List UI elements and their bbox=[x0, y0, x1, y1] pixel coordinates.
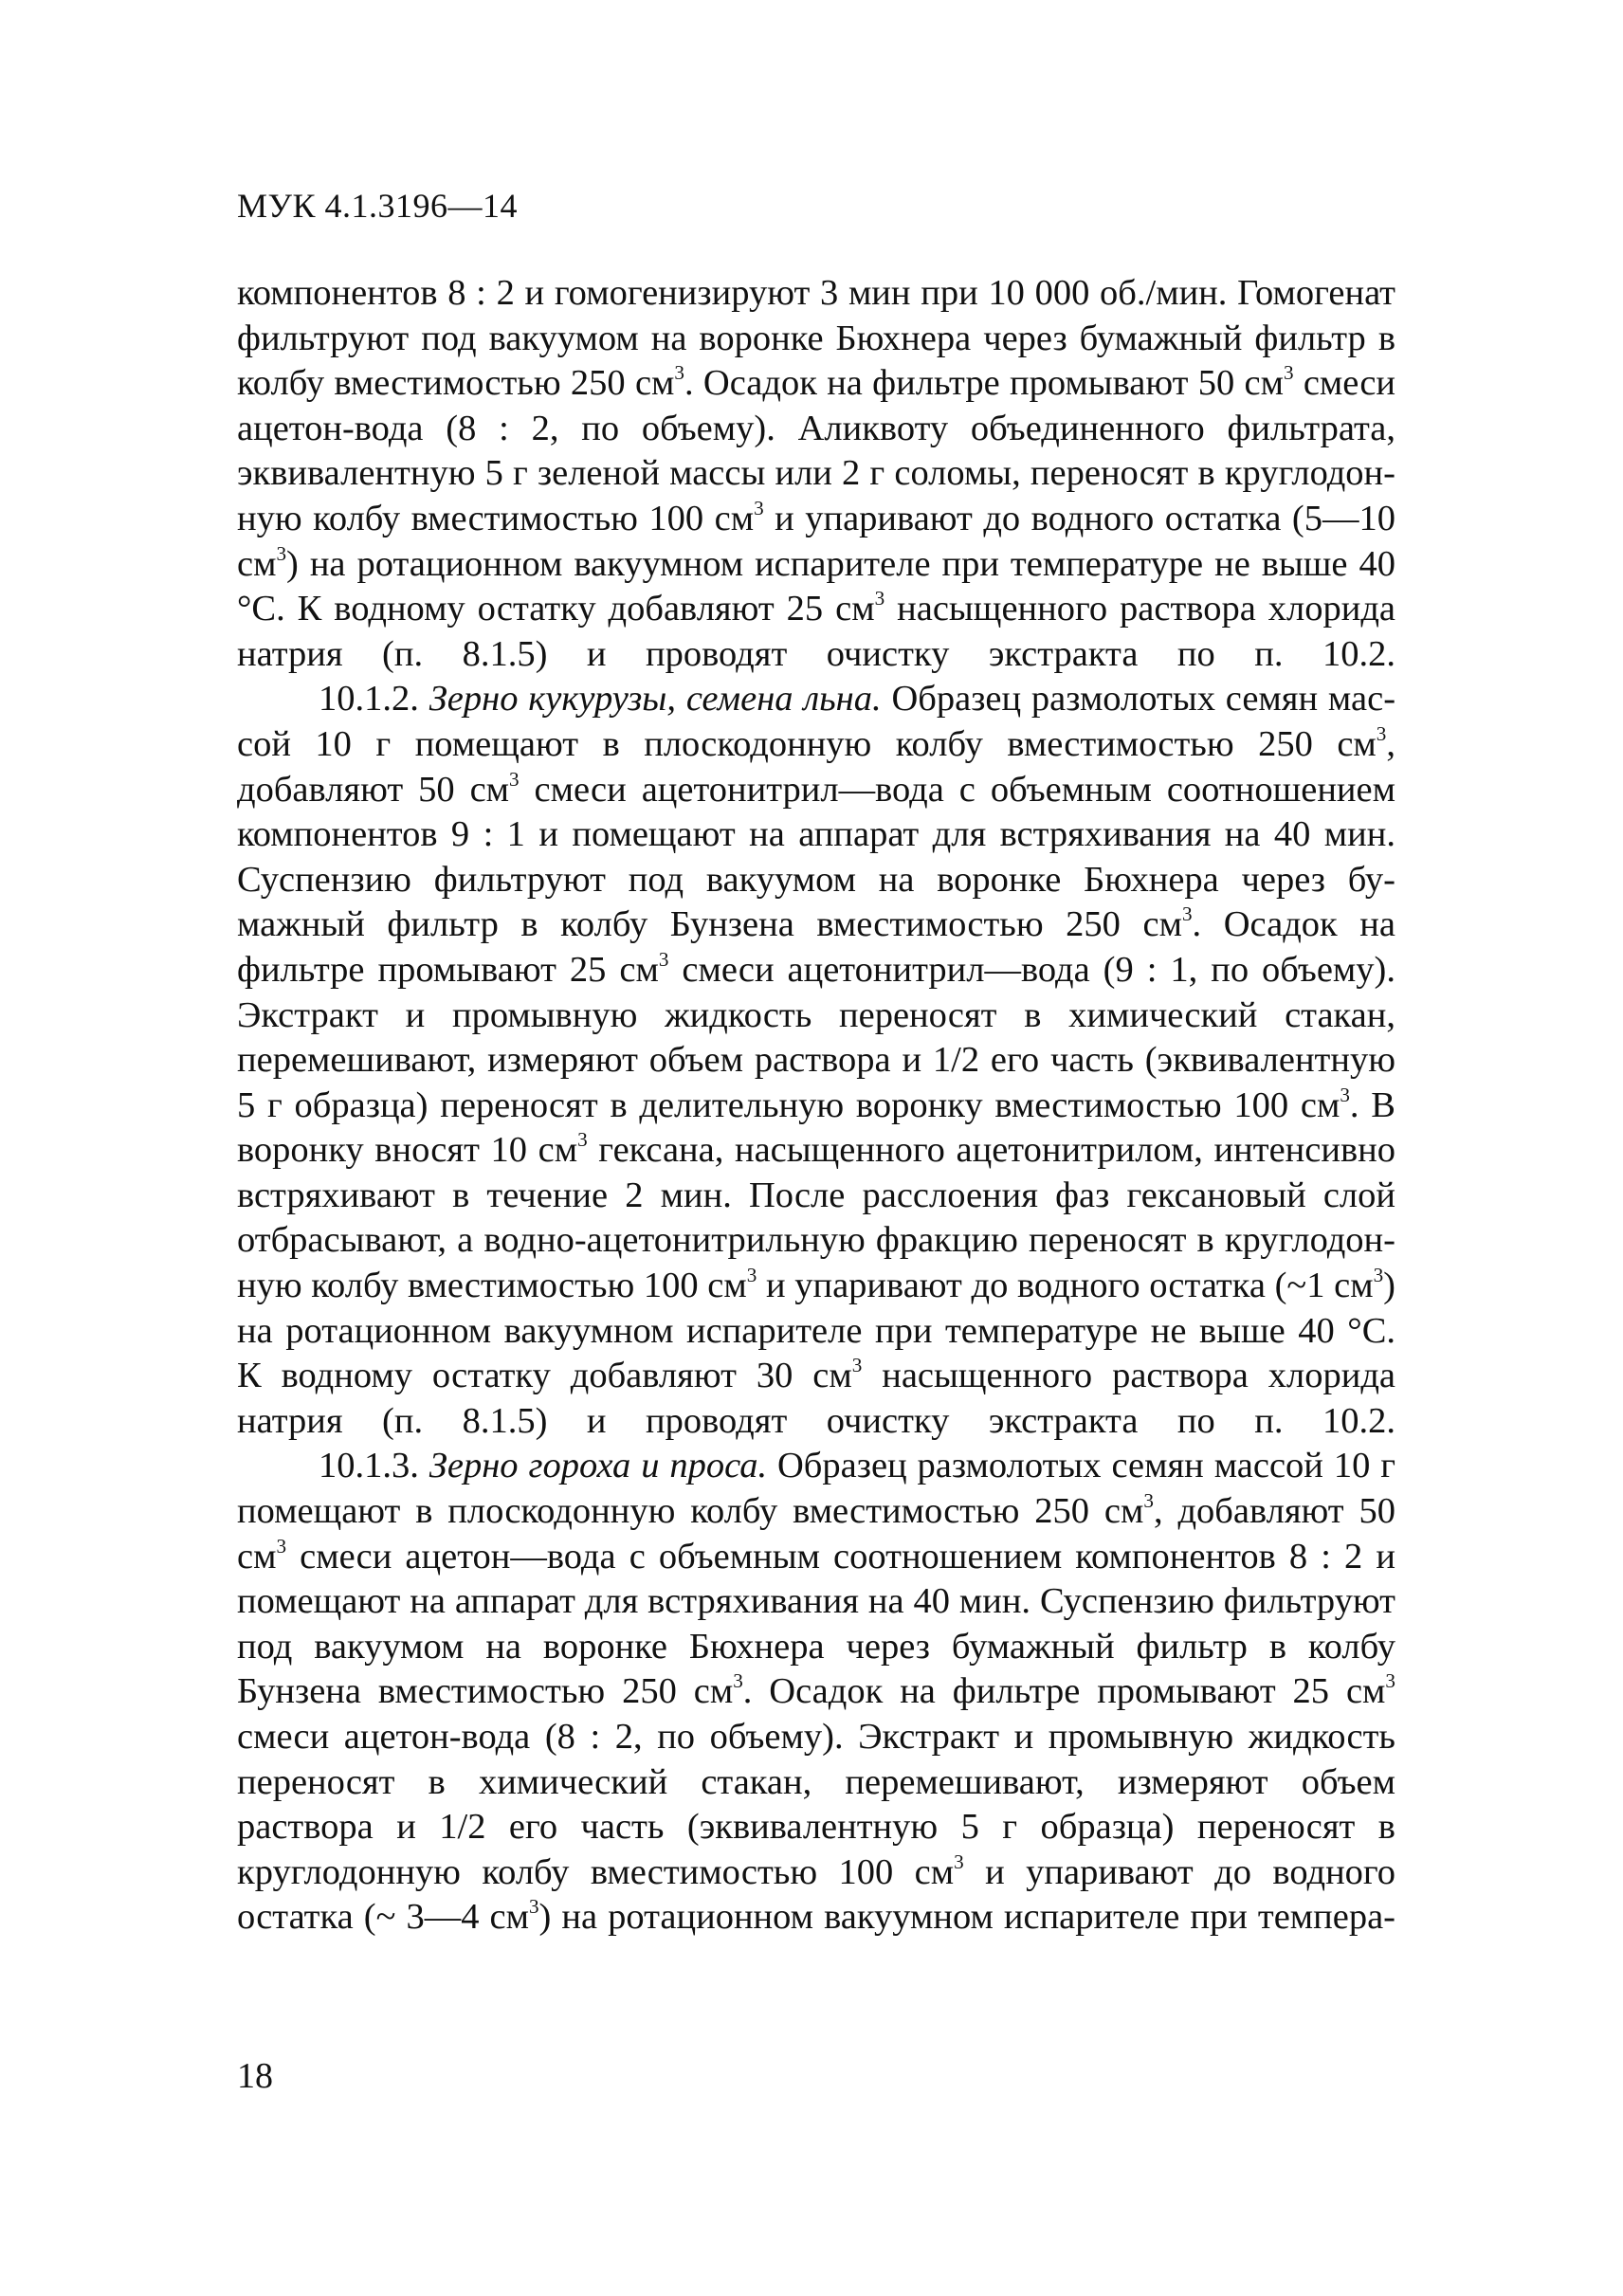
document-code-header: МУК 4.1.3196—14 bbox=[237, 187, 519, 225]
section-heading: Зерно кукурузы, семена льна. bbox=[429, 679, 882, 720]
section-number: 10.1.3. bbox=[319, 1446, 419, 1486]
paragraph-10-1-3 bbox=[237, 1444, 1395, 1941]
body-text bbox=[237, 271, 1395, 1941]
section-heading: Зерно гороха и проса. bbox=[429, 1446, 768, 1486]
paragraph-text: Образец размолотых семян массой 10 г помещают в плоскодонную колбу вместимостью 250 $см^3$, добавляют 50 $см^3$ смеси ацетонитрил—вода с объемным соотношением компонентов 9 : 1 и помещают на аппарат для встряхивания на 40 мин. Суспензию фильтруют под вакуумом на воронке Бюхнера через бумажный фильтр в колбу Бунзена вместимостью 250 $см^3$. Осадок на фильтре промывают 25 $см^3$ смеси ацетонитрил—вода (9 : 1, по объему). Экстракт и промывную жидкость переносят в химический стакан, перемешивают, измеряют объем раствора и 1/2 его часть (эквивалентную 5 г образца) переносят в делительную воронку вместимостью 100 $см^3$. В воронку вносят 10 $см^3$ гексана, насыщенного ацетонитрилом, интенсивно встряхивают в течение 2 мин. После расслоения фаз гексановый слой отбрасывают, а водно-ацетонитрильную фракцию переносят в круглодонную колбу вместимостью 100 $см^3$ и упаривают до водного остатка (~1 $см^3$) на ротационном вакуумном испарителе при температуре не выше 40 °С. К водному остатку добавляют 30 $см^3$ насыщенного раствора хлорида натрия (п. 8.1.5) и проводят очистку экстракта по п. 10.2. bbox=[237, 679, 1396, 1441]
paragraph-continuation bbox=[237, 271, 1395, 677]
page-number: 18 bbox=[237, 2056, 273, 2096]
paragraph-10-1-2 bbox=[237, 677, 1395, 1444]
paragraph-text: Образец размолотых семян массой 10 г помещают в плоскодонную колбу вместимостью 250 $см^3$, добавляют 50 $см^3$ смеси ацетон—вода с объемным соотношением компонентов 8 : 2 и помещают на аппарат для встряхивания на 40 мин. Суспензию фильтруют под вакуумом на воронке Бюхнера через бумажный фильтр в колбу Бунзена вместимостью 250 $см^3$. Осадок на фильтре промывают 25 $см^3$ смеси ацетон-вода (8 : 2, по объему). Экстракт и промывную жидкость переносят в химический стакан, перемешивают, измеряют объем раствора и 1/2 его часть (эквивалентную 5 г образца) переносят в круглодонную колбу вместимостью 100 $см^3$ и упаривают до водного остатка (~ 3—4 $см^3$) на ротационном вакуумном испарителе при темпера- bbox=[237, 1446, 1396, 1938]
paragraph-text: компонентов 8 : 2 и гомогенизируют 3 мин при 10 000 об./мин. Гомогенат фильтруют под вакуумом на воронке Бюхнера через бумажный фильтр в колбу вместимостью 250 $см^3$. Осадок на фильтре промывают 50 $см^3$ смеси ацетон-вода (8 : 2, по объему). Аликвоту объединенного фильтрата, эквивалентную 5 г зеленой массы или 2 г соломы, переносят в круглодонную колбу вместимостью 100 $см^3$ и упаривают до водного остатка (5—10 $см^3$) на ротационном вакуумном испарителе при температуре не выше 40 °С. К водному остатку добавляют 25 $см^3$ насыщенного раствора хлорида натрия (п. 8.1.5) и проводят очистку экстракта по п. 10.2. bbox=[237, 273, 1396, 674]
section-number: 10.1.2. bbox=[319, 679, 419, 720]
